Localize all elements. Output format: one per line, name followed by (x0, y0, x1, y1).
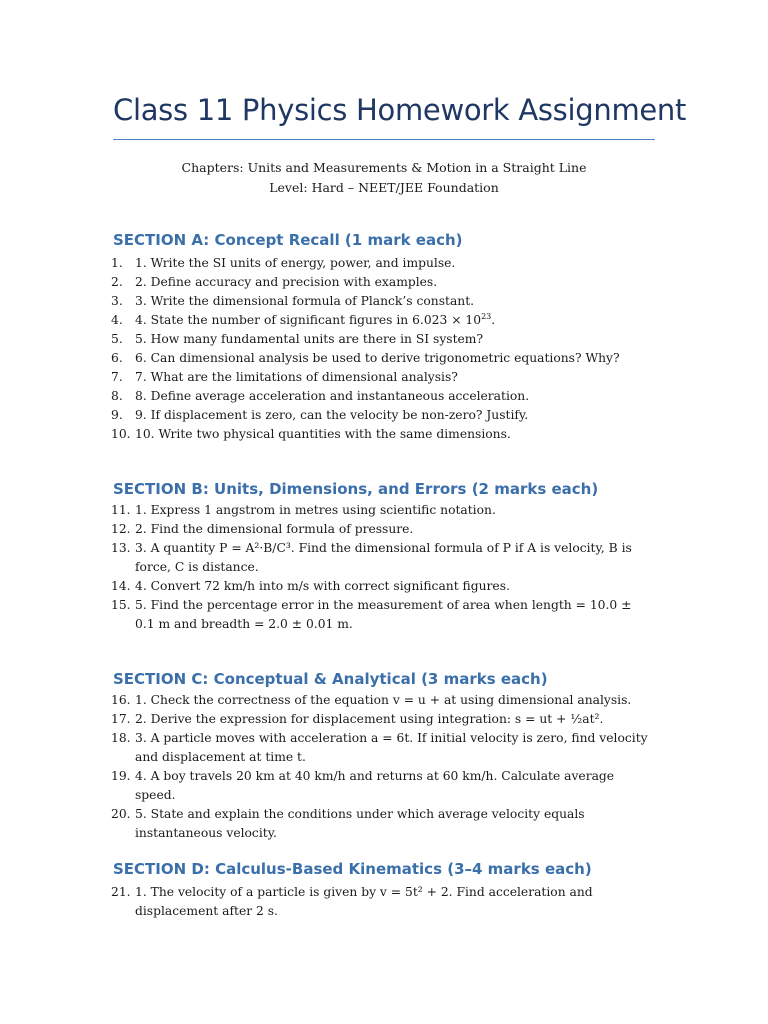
item-number: 3. (111, 294, 123, 308)
chapters-line: Chapters: Units and Measurements & Motion in a Straight Line (181, 160, 587, 175)
item-text-end: . (491, 313, 496, 327)
list-item (113, 539, 653, 577)
title-underline (113, 139, 655, 140)
item-number: 16. (111, 693, 131, 707)
item-text: 1. Write the SI units of energy, power, and impulse. (135, 256, 456, 270)
item-text: 2. Derive the expression for displacement using integration: s = ut + ½at². (135, 712, 604, 726)
list-item (113, 520, 653, 539)
list-item (113, 273, 653, 292)
list-item (113, 292, 653, 311)
section-c-heading: SECTION C: Conceptual & Analytical (3 marks each) (113, 670, 548, 688)
item-number: 1. (111, 256, 123, 270)
section-b-heading: SECTION B: Units, Dimensions, and Errors (2 marks each) (113, 480, 599, 498)
section-a-heading: SECTION A: Concept Recall (1 mark each) (113, 231, 463, 249)
list-item (113, 387, 653, 406)
item-number: 21. (111, 885, 131, 899)
item-number: 15. (111, 598, 131, 612)
item-text: 10. Write two physical quantities with the same dimensions. (135, 427, 511, 441)
item-text: 2. Find the dimensional formula of pressure. (135, 522, 414, 536)
document-title: Class 11 Physics Homework Assignment (113, 93, 687, 127)
section-d-questions (113, 883, 653, 921)
item-text: 6. Can dimensional analysis be used to derive trigonometric equations? Why? (135, 351, 620, 365)
item-text: 4. Convert 72 km/h into m/s with correct significant figures. (135, 579, 510, 593)
section-a-questions (113, 254, 653, 444)
list-item (113, 406, 653, 425)
item-text: 4. A boy travels 20 km at 40 km/h and returns at 60 km/h. Calculate average speed. (135, 769, 615, 802)
list-item (113, 729, 653, 767)
list-item (113, 254, 653, 273)
item-number: 12. (111, 522, 131, 536)
section-d-heading: SECTION D: Calculus-Based Kinematics (3–4 marks each) (113, 860, 592, 878)
item-text: 1. Express 1 angstrom in metres using scientific notation. (135, 503, 496, 517)
item-text: 4. State the number of significant figures in 6.023 × 10 (135, 313, 482, 327)
item-number: 5. (111, 332, 123, 346)
item-text: 3. A particle moves with acceleration a = 6t. If initial velocity is zero, find velocity and displacement at time t. (135, 731, 648, 764)
item-number: 11. (111, 503, 131, 517)
section-b-questions (113, 501, 653, 634)
item-number: 2. (111, 275, 123, 289)
item-number: 19. (111, 769, 131, 783)
item-text: 1. The velocity of a particle is given by v = 5t² + 2. Find acceleration and displacement after 2 s. (135, 885, 593, 918)
list-item (113, 311, 653, 330)
item-number: 8. (111, 389, 123, 403)
item-number: 13. (111, 541, 131, 555)
item-text: 9. If displacement is zero, can the velocity be non-zero? Justify. (135, 408, 529, 422)
item-text: 2. Define accuracy and precision with examples. (135, 275, 438, 289)
item-number: 6. (111, 351, 123, 365)
item-text: 5. Find the percentage error in the measurement of area when length = 10.0 ± 0.1 m and breadth = 2.0 ± 0.01 m. (135, 598, 632, 631)
list-item (113, 577, 653, 596)
item-number: 14. (111, 579, 131, 593)
list-item (113, 767, 653, 805)
item-number: 10. (111, 427, 131, 441)
item-number: 9. (111, 408, 123, 422)
list-item (113, 710, 653, 729)
item-number: 20. (111, 807, 131, 821)
item-number: 4. (111, 313, 123, 327)
list-item (113, 368, 653, 387)
list-item (113, 349, 653, 368)
list-item (113, 501, 653, 520)
item-text: 1. Check the correctness of the equation v = u + at using dimensional analysis. (135, 693, 632, 707)
item-text: 5. How many fundamental units are there in SI system? (135, 332, 484, 346)
item-number: 18. (111, 731, 131, 745)
list-item (113, 883, 653, 921)
list-item (113, 596, 653, 634)
list-item (113, 330, 653, 349)
item-number: 17. (111, 712, 131, 726)
item-number: 7. (111, 370, 123, 384)
item-text: 7. What are the limitations of dimensional analysis? (135, 370, 458, 384)
list-item (113, 805, 653, 843)
list-item (113, 691, 653, 710)
section-c-questions (113, 691, 653, 843)
exponent: 23 (481, 311, 492, 321)
list-item (113, 425, 653, 444)
level-line: Level: Hard – NEET/JEE Foundation (269, 180, 499, 195)
item-text: 8. Define average acceleration and instantaneous acceleration. (135, 389, 530, 403)
item-text: 5. State and explain the conditions under which average velocity equals instantaneous velocity. (135, 807, 585, 840)
item-text: 3. Write the dimensional formula of Planck’s constant. (135, 294, 475, 308)
item-text: 3. A quantity P = A²·B/C³. Find the dimensional formula of P if A is velocity, B is force, C is distance. (135, 541, 632, 574)
